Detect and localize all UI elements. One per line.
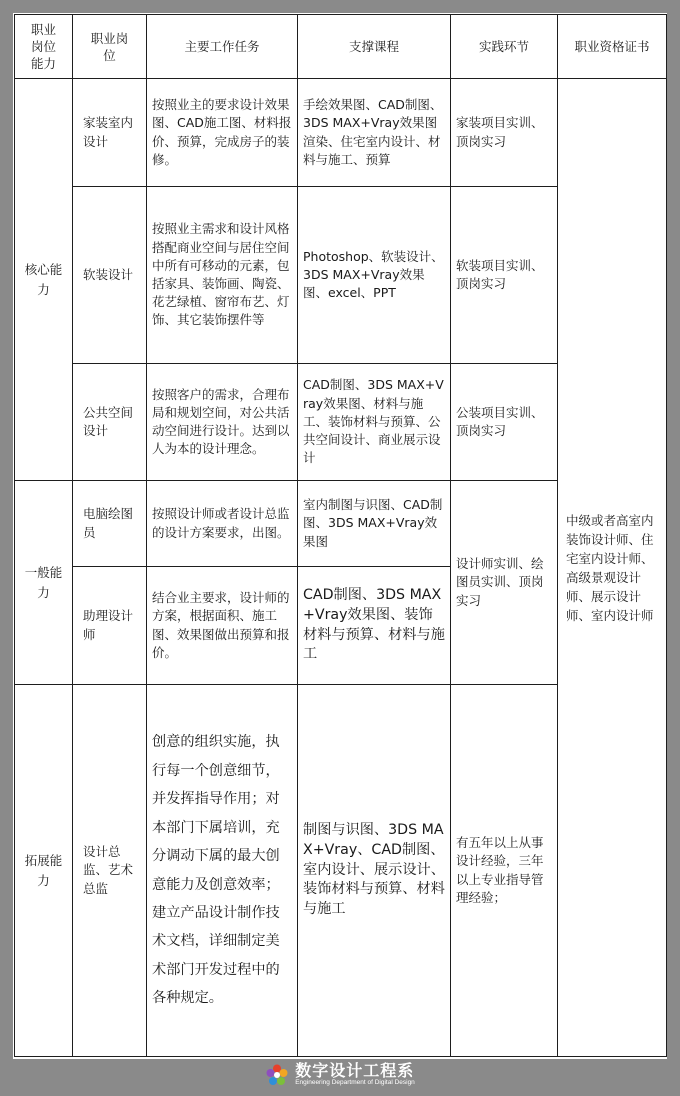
courses-cell: 手绘效果图、CAD制图、3DS MAX+Vray效果图渲染、住宅室内设计、材料与施工、预算 (298, 79, 451, 187)
position-cell: 家装室内设计 (73, 79, 147, 187)
position-cell: 公共空间设计 (73, 364, 147, 481)
brand-name-en: Engineering Department of Digital Design (295, 1079, 415, 1086)
header-tasks: 主要工作任务 (147, 15, 298, 79)
tasks-cell: 按照业主的要求设计效果图、CAD施工图、材料报价、预算，完成房子的装修。 (147, 79, 298, 187)
position-cell: 助理设计师 (73, 567, 147, 685)
document-sheet (13, 13, 667, 1059)
tasks-cell: 创意的组织实施，执行每一个创意细节，并发挥指导作用；对本部门下属培训，充分调动下属的最大创意能力及创意效率；建立产品设计制作技术文档，详细制定美术部门开发过程中的各种规定。 (147, 685, 298, 1057)
practice-cell: 软装项目实训、顶岗实习 (451, 187, 558, 364)
header-position: 职业岗位 (73, 15, 147, 79)
practice-cell: 公装项目实训、顶岗实习 (451, 364, 558, 481)
header-practice: 实践环节 (451, 15, 558, 79)
courses-cell: 室内制图与识图、CAD制图、3DS MAX+Vray效果图 (298, 481, 451, 567)
tasks-cell: 按照客户的需求，合理布局和规划空间，对公共活动空间进行设计。达到以人为本的设计理念。 (147, 364, 298, 481)
category-general: 一般能力 (15, 481, 73, 685)
position-cell: 电脑绘图员 (73, 481, 147, 567)
courses-cell: 制图与识图、3DS MAX+Vray、CAD制图、室内设计、展示设计、装饰材料与预算、材料与施工 (298, 685, 451, 1057)
tasks-cell: 按照业主需求和设计风格搭配商业空间与居住空间中所有可移动的元素，包括家具、装饰画、陶瓷、花艺绿植、窗帘布艺、灯饰、其它装饰摆件等 (147, 187, 298, 364)
brand-text (295, 1062, 415, 1087)
header-row (15, 15, 667, 79)
position-cell: 设计总监、艺术总监 (73, 685, 147, 1057)
certificate-cell: 中级或者高室内装饰设计师、住宅室内设计师、高级景观设计师、展示设计师、室内设计师 (558, 79, 667, 1057)
courses-cell: CAD制图、3DS MAX+Vray效果图、材料与施工、装饰材料与预算、公共空间设计、商业展示设计 (298, 364, 451, 481)
tasks-cell: 按照设计师或者设计总监的设计方案要求，出图。 (147, 481, 298, 567)
practice-cell: 设计师实训、绘图员实训、顶岗实习 (451, 481, 558, 685)
practice-cell: 有五年以上从事设计经验，三年以上专业指导管理经验； (451, 685, 558, 1057)
category-extended: 拓展能力 (15, 685, 73, 1057)
pinwheel-logo-icon (265, 1063, 289, 1087)
courses-cell: Photoshop、软装设计、3DS MAX+Vray效果图、excel、PPT (298, 187, 451, 364)
practice-cell: 家装项目实训、顶岗实习 (451, 79, 558, 187)
courses-cell: CAD制图、3DS MAX+Vray效果图、装饰材料与预算、材料与施工 (298, 567, 451, 685)
tasks-cell: 结合业主要求，设计师的方案，根据面积、施工图、效果图做出预算和报价。 (147, 567, 298, 685)
category-core: 核心能力 (15, 79, 73, 481)
department-logo (265, 1062, 415, 1087)
header-courses: 支撑课程 (298, 15, 451, 79)
header-certificate: 职业资格证书 (558, 15, 667, 79)
position-cell: 软装设计 (73, 187, 147, 364)
career-ability-table (14, 14, 667, 1057)
table-row (15, 79, 667, 187)
header-ability: 职业岗位能力 (15, 15, 73, 79)
brand-name-cn: 数字设计工程系 (295, 1061, 415, 1080)
footer (0, 1062, 680, 1096)
